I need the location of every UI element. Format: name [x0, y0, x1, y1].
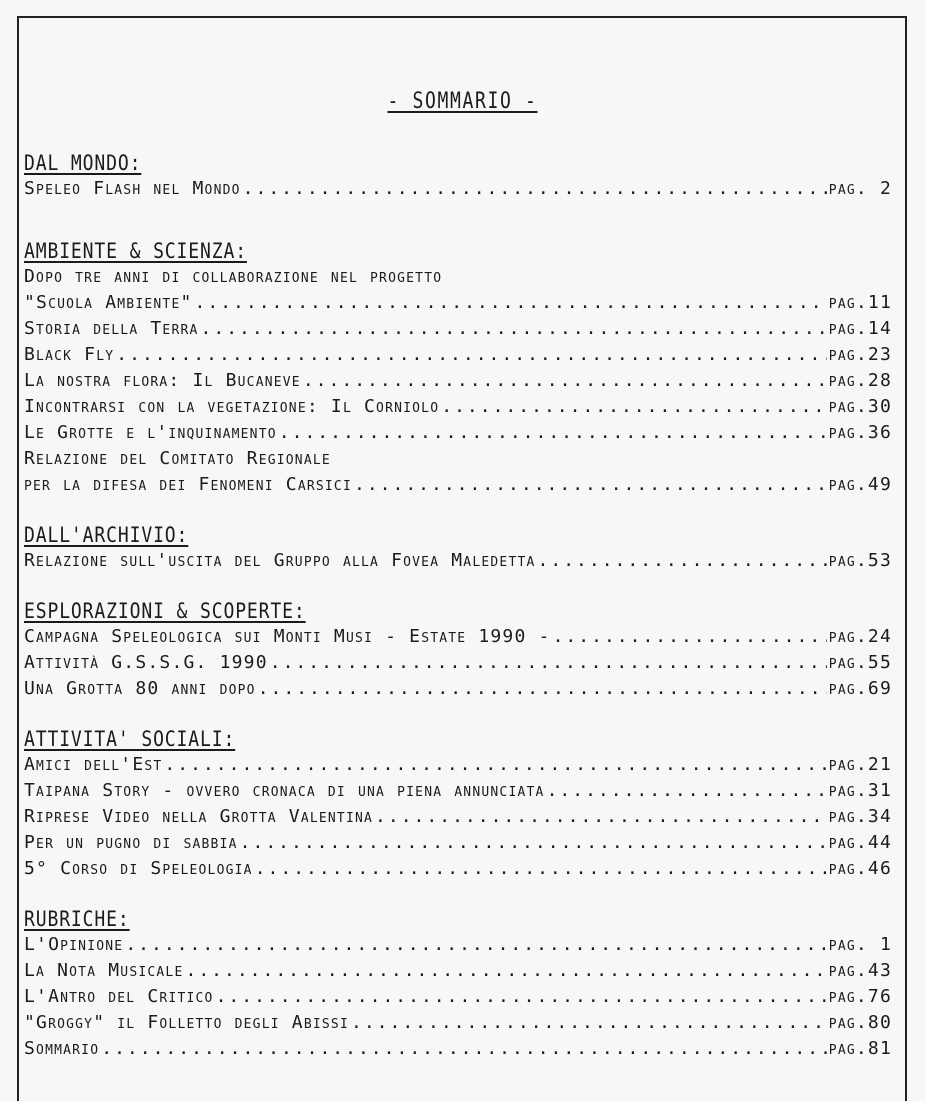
toc-entry	[24, 752, 892, 778]
toc-entry	[24, 856, 892, 882]
entry-title: per la difesa dei Fenomeni Carsici	[24, 474, 352, 495]
entry-title-continued: Dopo tre anni di collaborazione nel progetto	[24, 266, 443, 287]
dot-leader	[547, 778, 827, 804]
page-number: pag.36	[828, 422, 892, 443]
toc-entry	[24, 958, 892, 984]
dot-leader	[243, 176, 827, 202]
toc-entry	[24, 290, 892, 316]
entry-title: Per un pugno di sabbia	[24, 832, 238, 853]
toc-entry	[24, 676, 892, 702]
dot-leader	[270, 650, 827, 676]
dot-leader	[354, 472, 827, 498]
entry-title: Amici dell'Est	[24, 754, 163, 775]
entry-title: La nostra flora: Il Bucaneve	[24, 370, 301, 391]
toc-section	[24, 238, 892, 498]
toc-entry	[24, 830, 892, 856]
toc-entry	[24, 472, 892, 498]
entry-title: "Groggy" il Folletto degli Abissi	[24, 1012, 349, 1033]
entry-title: Le Grotte e l'inquinamento	[24, 422, 277, 443]
page-number: pag.76	[828, 986, 892, 1007]
dot-leader	[116, 342, 827, 368]
page-title: - SOMMARIO -	[387, 88, 538, 114]
dot-leader	[279, 420, 827, 446]
dot-leader	[101, 1036, 827, 1062]
toc-entry	[24, 932, 892, 958]
toc-entry	[24, 804, 892, 830]
page-number: pag.11	[828, 292, 892, 313]
toc-entry	[24, 1010, 892, 1036]
entry-title: Relazione sull'uscita del Gruppo alla Fovea Maledetta	[24, 550, 536, 571]
dot-leader	[351, 1010, 827, 1036]
page-number: pag.53	[828, 550, 892, 571]
page-number: pag.21	[828, 754, 892, 775]
page-number: pag.55	[828, 652, 892, 673]
dot-leader	[195, 290, 827, 316]
entry-title: Black Fly	[24, 344, 115, 365]
toc-entry	[24, 176, 892, 202]
toc-entry	[24, 368, 892, 394]
dot-leader	[441, 394, 827, 420]
section-heading: ESPLORAZIONI & SCOPERTE:	[24, 599, 306, 623]
page-number: pag.81	[828, 1038, 892, 1059]
entry-title-continued: Relazione del Comitato Regionale	[24, 448, 331, 469]
page-number: pag.43	[828, 960, 892, 981]
page-number: pag. 2	[828, 178, 892, 199]
page-number: pag.14	[828, 318, 892, 339]
entry-title: Una Grotta 80 anni dopo	[24, 678, 256, 699]
section-heading: ATTIVITA' SOCIALI:	[24, 727, 236, 751]
entry-title: L'Antro del Critico	[24, 986, 214, 1007]
page-number: pag.31	[828, 780, 892, 801]
entry-title: Campagna Speleologica sui Monti Musi - Estate 1990 -	[24, 626, 551, 647]
section-heading: DAL MONDO:	[24, 151, 142, 175]
toc-entry	[24, 316, 892, 342]
dot-leader	[538, 548, 827, 574]
toc-section	[24, 150, 892, 202]
page-number: pag.44	[828, 832, 892, 853]
dot-leader	[375, 804, 827, 830]
dot-leader	[553, 624, 827, 650]
entry-title: Speleo Flash nel Mondo	[24, 178, 241, 199]
entry-title: "Scuola Ambiente"	[24, 292, 193, 313]
dot-leader	[216, 984, 827, 1010]
section-heading: RUBRICHE:	[24, 907, 130, 931]
page-number: pag.46	[828, 858, 892, 879]
table-of-contents	[24, 150, 892, 1086]
toc-entry	[24, 984, 892, 1010]
toc-section	[24, 906, 892, 1062]
entry-title: Attività G.S.S.G. 1990	[24, 652, 268, 673]
entry-title: Storia della Terra	[24, 318, 199, 339]
page-number: pag.69	[828, 678, 892, 699]
dot-leader	[240, 830, 827, 856]
toc-entry	[24, 624, 892, 650]
dot-leader	[201, 316, 827, 342]
page-number: pag.28	[828, 370, 892, 391]
toc-entry	[24, 650, 892, 676]
page-number: pag.30	[828, 396, 892, 417]
page-number: pag.24	[828, 626, 892, 647]
page-number: pag.34	[828, 806, 892, 827]
toc-entry	[24, 342, 892, 368]
section-heading: DALL'ARCHIVIO:	[24, 523, 189, 547]
toc-entry	[24, 548, 892, 574]
entry-title: L'Opinione	[24, 934, 124, 955]
toc-entry	[24, 1036, 892, 1062]
page-number: pag.23	[828, 344, 892, 365]
entry-title: 5° Corso di Speleologia	[24, 858, 253, 879]
section-heading: AMBIENTE & SCIENZA:	[24, 239, 247, 263]
toc-section	[24, 726, 892, 882]
toc-entry	[24, 394, 892, 420]
toc-entry	[24, 778, 892, 804]
toc-section	[24, 598, 892, 702]
dot-leader	[125, 932, 826, 958]
entry-title: Taipana Story - ovvero cronaca di una piena annunciata	[24, 780, 545, 801]
page-number: pag.49	[828, 474, 892, 495]
entry-title: Sommario	[24, 1038, 100, 1059]
dot-leader	[185, 958, 826, 984]
entry-title: Riprese Video nella Grotta Valentina	[24, 806, 374, 827]
entry-title: Incontrarsi con la vegetazione: Il Corniolo	[24, 396, 440, 417]
dot-leader	[258, 676, 827, 702]
dot-leader	[255, 856, 827, 882]
page-number: pag.80	[828, 1012, 892, 1033]
dot-leader	[164, 752, 826, 778]
toc-entry	[24, 420, 892, 446]
dot-leader	[303, 368, 827, 394]
entry-title: La Nota Musicale	[24, 960, 184, 981]
page-number: pag. 1	[828, 934, 892, 955]
toc-section	[24, 522, 892, 574]
